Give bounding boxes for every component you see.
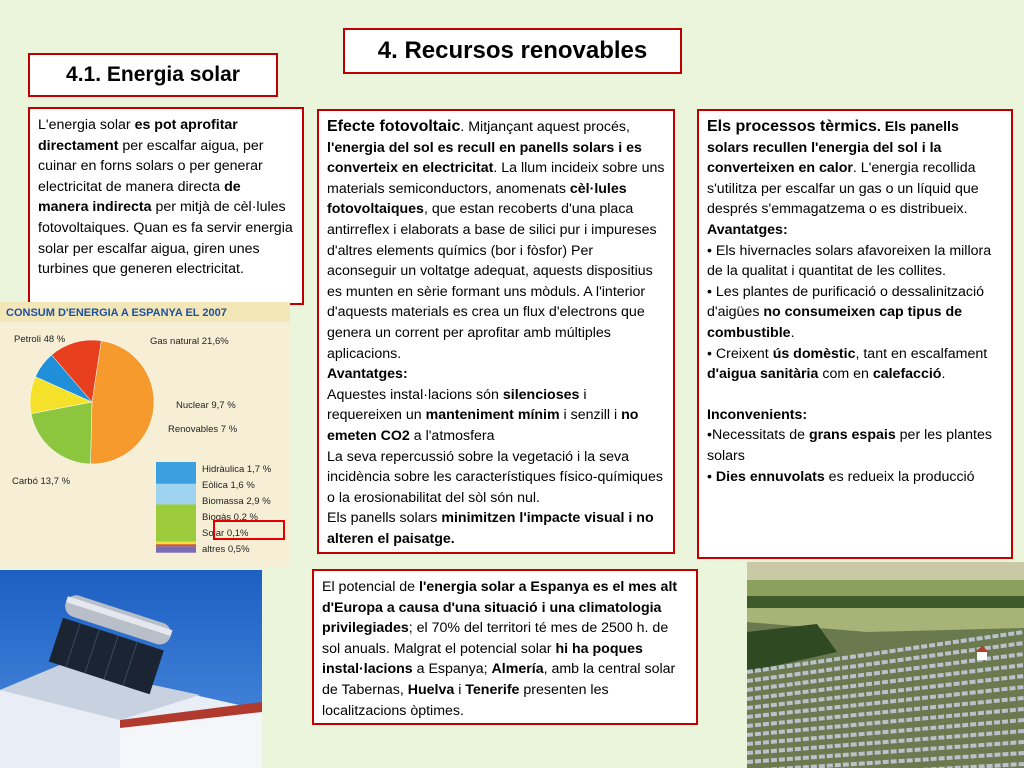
energy-consumption-chart bbox=[0, 302, 290, 568]
pie-slice-label: Gas natural 21,6% bbox=[150, 336, 229, 347]
renewables-bar-segment bbox=[156, 544, 196, 546]
pie-slice-label: Petroli 48 % bbox=[14, 334, 66, 345]
solar-farm-photo bbox=[747, 562, 1024, 768]
renewables-label: Solar 0,1% bbox=[202, 528, 249, 539]
section-title: 4.1. Energia solar bbox=[28, 53, 278, 97]
pie-slice-label: Nuclear 9,7 % bbox=[176, 400, 236, 411]
renewables-bar-segment bbox=[156, 462, 196, 484]
intro-text-box: L'energia solar es pot aprofitar directament per escalfar aigua, per cuinar en forns solars o per generar electricitat de manera directa de manera indirecta per mitjà de cèl·lules fotovoltaiques. Quan es fa servir energia solar per escalfar aigua, giren unes turbines que generen electricitat. bbox=[28, 107, 304, 305]
renewables-bar-segment bbox=[156, 542, 196, 545]
photovoltaic-text-box: Efecte fotovoltaic. Mitjançant aquest procés, l'energia del sol es recull en panells solars i es converteix en electricitat. La llum incideix sobre uns materials semiconductors, anomenats cèl·lules fotovoltaiques, que estan recoberts d'una placa antirreflex i elaborats a base de silici pur i impureses d'altres elements químics (bor i fòsfor) Per aconseguir un voltatge adequat, aquests dispositius es munten en sèrie formant uns mòduls. A l'interior d'aquests materials es crea un flux d'electrons que genera un corrent per aprofitar amb múltiples aplicacions. Avantatges: Aquestes instal·lacions són silencioses i requereixen un manteniment mínim i senzill i no emeten CO2 a l'atmosfera La seva repercussió sobre la vegetació i la seva incidència sobre les característiques físico-químiques o la erosionabilitat del sòl són nul. Els panells solars minimitzen l'impacte visual i no alteren el paisatge. bbox=[317, 109, 675, 554]
thermal-text-box: Els processos tèrmics. Els panells solars recullen l'energia del sol i la converteixen en calor. L'energia recollida s'utilitza per escalfar un gas o un líquid que després s'emmagatzema o es distribueix. Avantatges: • Els hivernacles solars afavoreixen la millora de la qualitat i quantitat de les collites. • Les plantes de purificació o dessalinització d'aigües no consumeixen cap tipus de combustible. • Creixent ús domèstic, tant en escalfament d'aigua sanitària com en calefacció. Inconvenients: •Necessitats de grans espais per les plantes solars • Dies ennuvolats es redueix la producció bbox=[697, 109, 1013, 559]
renewables-bar-segment bbox=[156, 546, 196, 552]
thermal-advantages-label: Avantatges: bbox=[707, 221, 788, 238]
chart-title: CONSUM D'ENERGIA A ESPANYA EL 2007 bbox=[6, 307, 227, 319]
thermal-heading: Els processos tèrmics bbox=[707, 118, 877, 135]
spain-potential-text-box: El potencial de l'energia solar a Espanya es el mes alt d'Europa a causa d'una situació i una climatologia privilegiades; el 70% del territori té mes de 2500 h. de sol anuals. Malgrat el potencial solar hi ha poques instal·lacions a Espanya; Almería, amb la central solar de Tabernas, Huelva i Tenerife presenten les localitzacions òptimes. bbox=[312, 569, 698, 725]
chart-svg bbox=[0, 302, 290, 568]
renewables-label: Biomassa 2,9 % bbox=[202, 496, 271, 507]
solar-water-heater-photo bbox=[0, 570, 262, 768]
renewables-label: Eòlica 1,6 % bbox=[202, 480, 255, 491]
photovoltaic-advantages-label: Avantatges: bbox=[327, 366, 408, 383]
pie-slice-label: Carbó 13,7 % bbox=[12, 476, 71, 487]
photovoltaic-heading: Efecte fotovoltaic bbox=[327, 118, 461, 135]
page-title: 4. Recursos renovables bbox=[343, 28, 682, 74]
thermal-disadvantages-label: Inconvenients: bbox=[707, 406, 808, 423]
pie-slice-label: Renovables 7 % bbox=[168, 424, 238, 435]
renewables-bar-segment bbox=[156, 484, 196, 505]
renewables-label: Biogàs 0,2 % bbox=[202, 512, 258, 523]
renewables-label: Hidràulica 1,7 % bbox=[202, 464, 272, 475]
renewables-bar-segment bbox=[156, 504, 196, 541]
pie-slice bbox=[90, 341, 154, 464]
renewables-label: altres 0,5% bbox=[202, 544, 250, 555]
